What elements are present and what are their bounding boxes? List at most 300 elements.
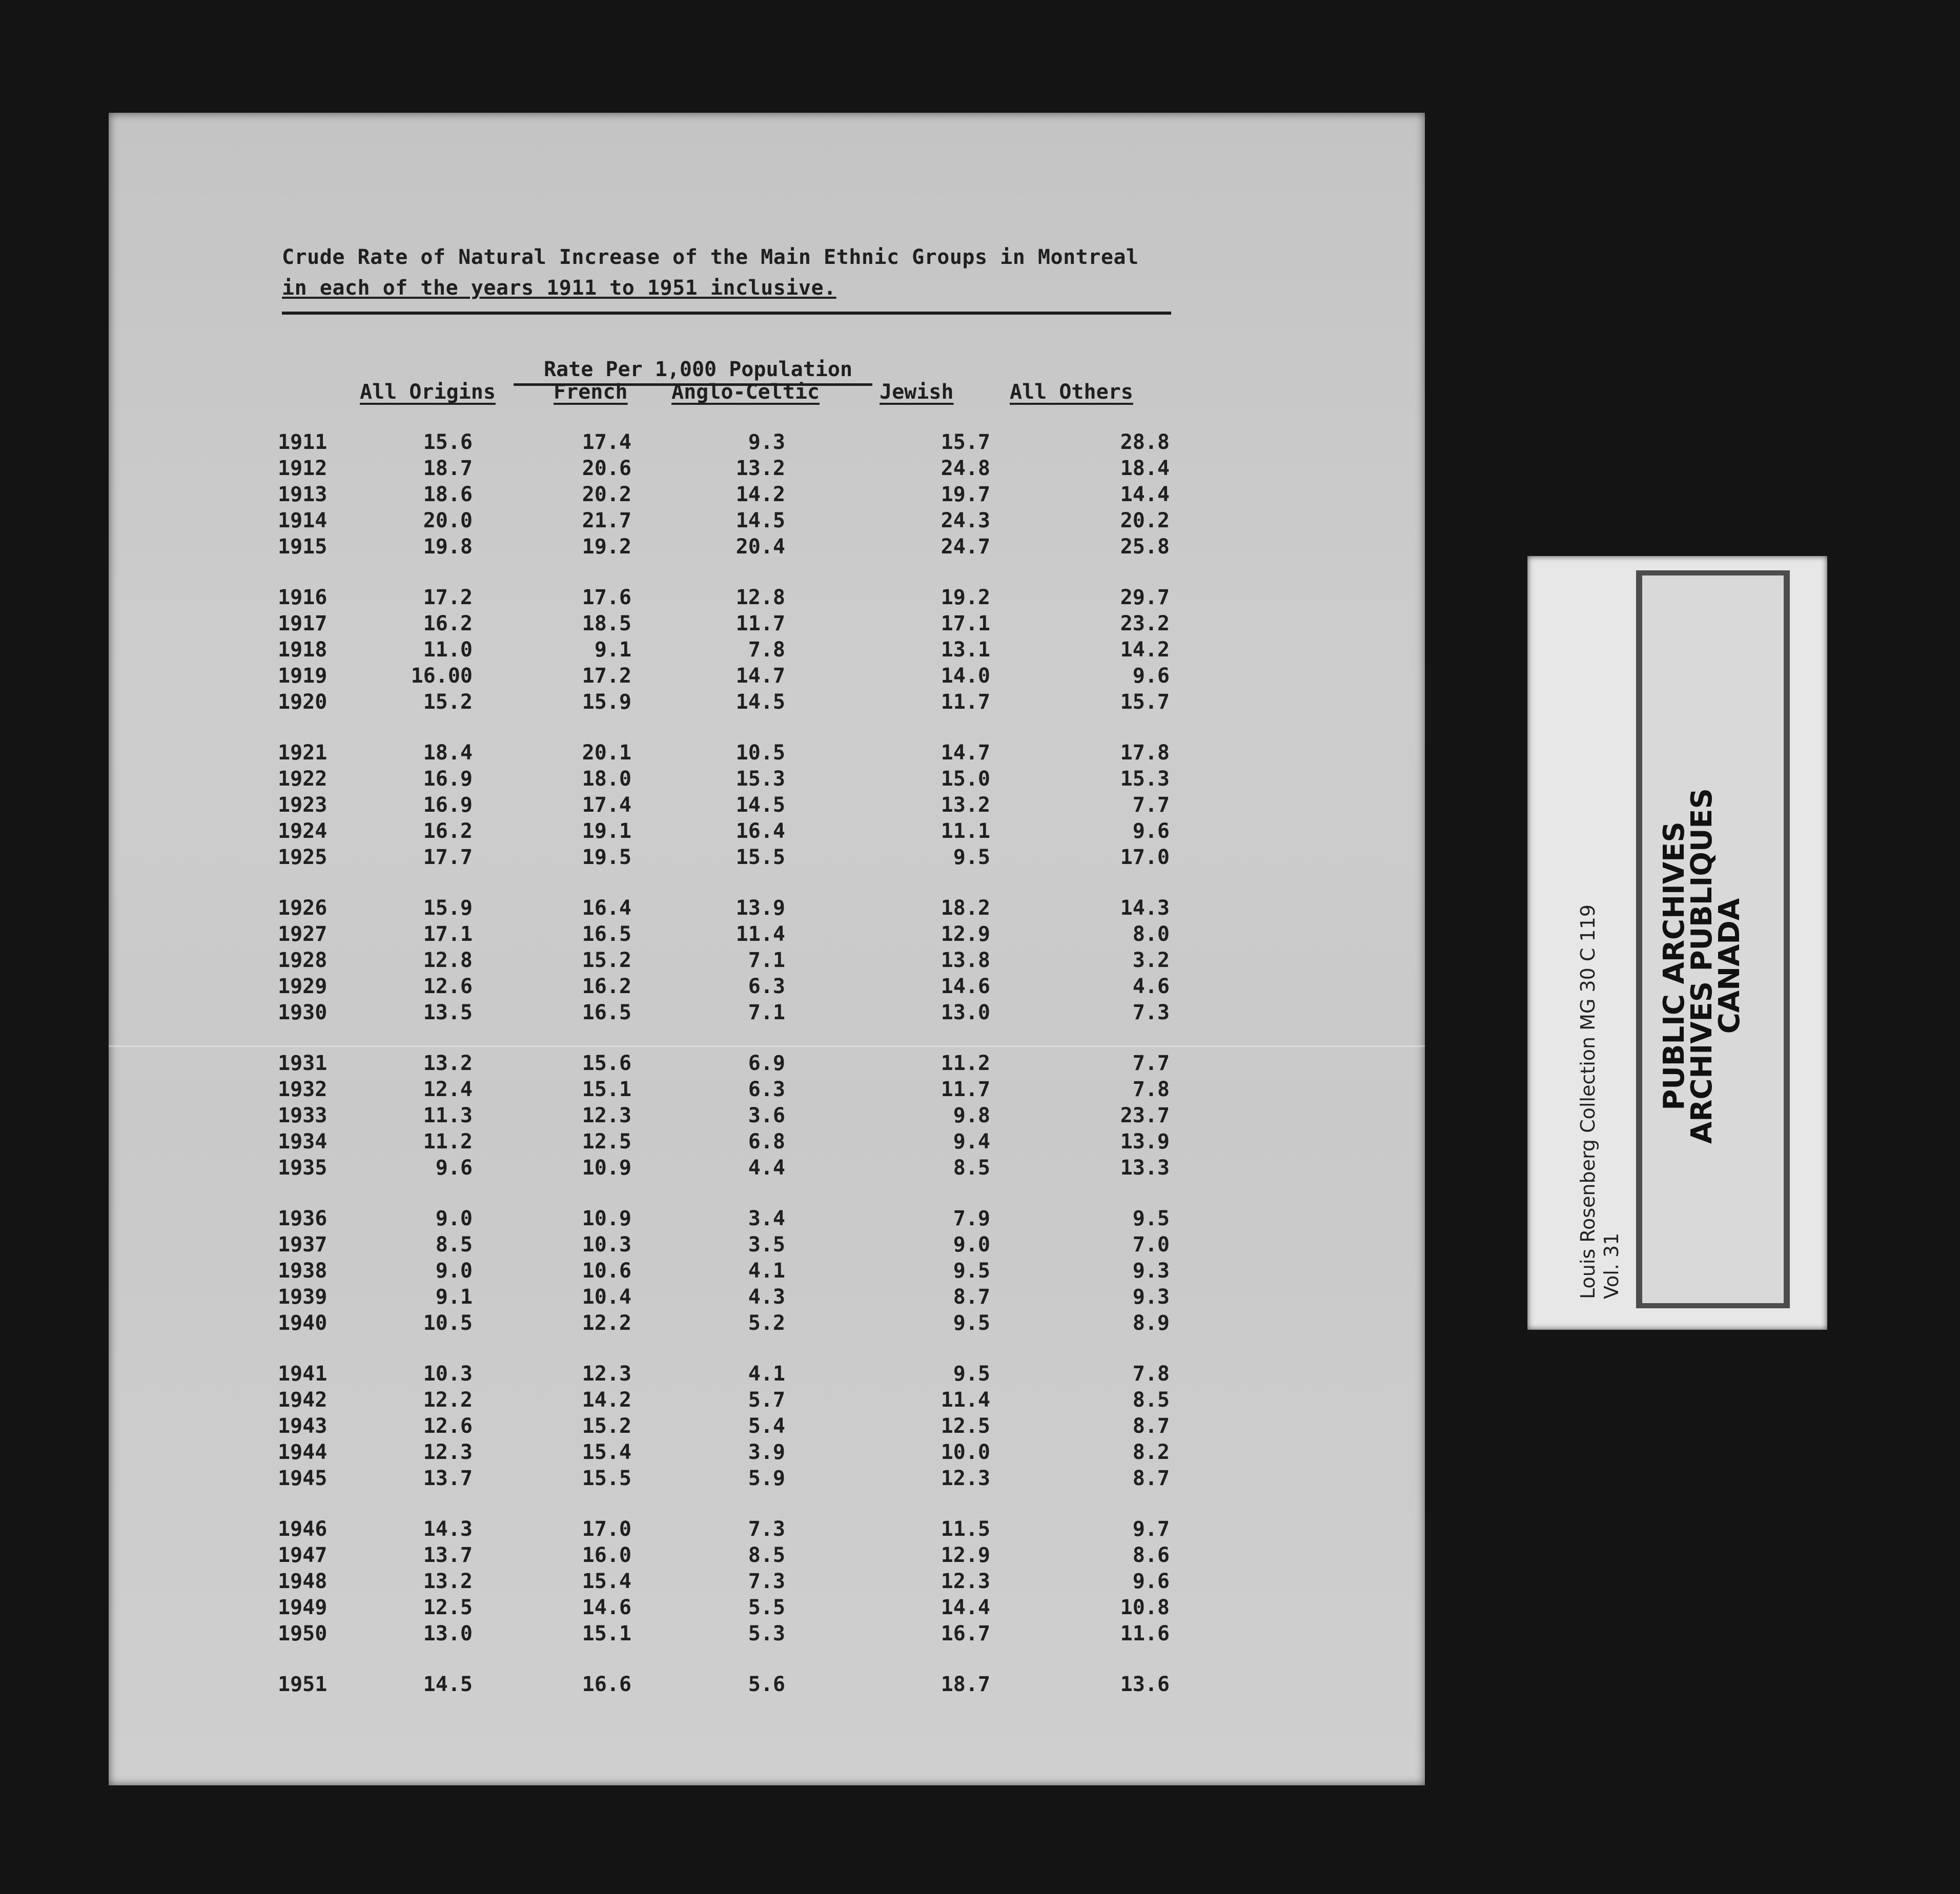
all-others-cell: 7.7 [1132,1052,1170,1075]
jewish-cell: 18.2 [941,896,990,920]
year-cell: 1917 [278,612,328,635]
jewish-cell: 14.7 [941,741,990,765]
french-cell: 15.2 [582,949,631,972]
year-cell: 1926 [278,896,328,920]
anglo-celtic-cell: 7.3 [748,1570,785,1593]
year-cell: 1928 [278,949,328,972]
french-cell: 20.1 [582,741,631,765]
group-header: Rate Per 1,000 Population [543,358,853,381]
anglo-celtic-cell: 7.8 [748,638,785,662]
year-cell: 1929 [278,975,328,998]
all-others-cell: 28.8 [1120,430,1170,454]
all-others-cell: 7.8 [1132,1362,1170,1386]
jewish-cell: 19.2 [941,586,990,609]
anglo-celtic-cell: 7.1 [748,949,785,972]
french-cell: 17.2 [582,664,631,688]
year-cell: 1942 [278,1388,328,1412]
collection-label-line-2: Vol. 31 [1600,1232,1623,1299]
french-cell: 16.0 [582,1543,631,1567]
all-origins-cell: 9.0 [435,1207,473,1230]
all-origins-cell: 13.5 [423,1001,473,1024]
french-cell: 15.5 [582,1467,631,1490]
jewish-cell: 16.7 [941,1622,990,1645]
jewish-cell: 18.7 [941,1673,990,1696]
year-cell: 1948 [278,1570,328,1593]
all-others-cell: 3.2 [1132,949,1170,972]
archives-line-1: PUBLIC ARCHIVES [1658,821,1691,1110]
jewish-cell: 14.4 [941,1596,990,1619]
jewish-cell: 13.2 [941,793,990,817]
jewish-cell: 24.3 [941,509,990,532]
all-origins-cell: 10.3 [423,1362,473,1386]
all-origins-cell: 15.2 [423,690,473,714]
french-cell: 19.2 [582,535,631,559]
all-others-cell: 14.4 [1120,483,1170,506]
all-origins-cell: 16.00 [411,664,473,688]
table-row [109,612,1425,637]
jewish-cell: 17.1 [941,612,990,635]
year-cell: 1940 [278,1311,328,1335]
table-row [109,896,1425,922]
jewish-cell: 11.1 [941,819,990,843]
anglo-celtic-cell: 11.4 [736,922,785,946]
all-origins-cell: 11.2 [423,1130,473,1154]
all-origins-cell: 19.8 [423,535,473,559]
anglo-celtic-cell: 4.1 [748,1362,785,1386]
french-cell: 17.6 [582,586,631,609]
all-origins-cell: 12.2 [423,1388,473,1412]
anglo-celtic-cell: 3.5 [748,1233,785,1257]
year-cell: 1913 [278,483,328,506]
anglo-celtic-cell: 3.6 [748,1104,785,1127]
french-cell: 16.5 [582,922,631,946]
jewish-cell: 15.7 [941,430,990,454]
jewish-cell: 12.9 [941,922,990,946]
french-cell: 12.5 [582,1130,631,1154]
french-cell: 20.6 [582,457,631,480]
all-others-cell: 9.3 [1132,1285,1170,1309]
anglo-celtic-cell: 7.1 [748,1001,785,1024]
all-origins-cell: 16.2 [423,612,473,635]
anglo-celtic-cell: 4.1 [748,1259,785,1283]
anglo-celtic-cell: 5.5 [748,1596,785,1619]
table-row [109,1285,1425,1311]
all-origins-cell: 14.5 [423,1673,473,1696]
anglo-celtic-cell: 14.5 [736,509,785,532]
col-header-anglo-celtic: Anglo-Celtic [671,380,820,404]
french-cell: 10.9 [582,1156,631,1180]
table-row [109,664,1425,690]
all-origins-cell: 10.5 [423,1311,473,1335]
anglo-celtic-cell: 10.5 [736,741,785,765]
french-cell: 18.0 [582,767,631,791]
french-cell: 16.2 [582,975,631,998]
jewish-cell: 9.0 [953,1233,990,1257]
all-others-cell: 13.3 [1120,1156,1170,1180]
jewish-cell: 9.5 [953,1362,990,1386]
jewish-cell: 9.5 [953,846,990,869]
table-row [109,509,1425,534]
all-others-cell: 8.2 [1132,1440,1170,1464]
jewish-cell: 12.9 [941,1543,990,1567]
table-row [109,819,1425,845]
year-cell: 1943 [278,1414,328,1438]
jewish-cell: 24.8 [941,457,990,480]
year-cell: 1938 [278,1259,328,1283]
year-cell: 1945 [278,1467,328,1490]
all-others-cell: 7.0 [1132,1233,1170,1257]
anglo-celtic-cell: 5.3 [748,1622,785,1645]
all-origins-cell: 13.7 [423,1543,473,1567]
anglo-celtic-cell: 20.4 [736,535,785,559]
french-cell: 17.0 [582,1517,631,1541]
all-origins-cell: 16.9 [423,793,473,817]
collection-label-line-1: Louis Rosenberg Collection MG 30 C 119 [1577,904,1599,1299]
year-cell: 1935 [278,1156,328,1180]
jewish-cell: 11.4 [941,1388,990,1412]
french-cell: 15.1 [582,1078,631,1101]
all-others-cell: 20.2 [1120,509,1170,532]
jewish-cell: 13.1 [941,638,990,662]
all-others-cell: 8.6 [1132,1543,1170,1567]
anglo-celtic-cell: 15.3 [736,767,785,791]
collection-label [1576,787,1623,1299]
table-row [109,1622,1425,1648]
col-header-jewish: Jewish [880,380,954,404]
jewish-cell: 14.6 [941,975,990,998]
table-row [109,1517,1425,1543]
all-origins-cell: 13.0 [423,1622,473,1645]
year-cell: 1944 [278,1440,328,1464]
french-cell: 10.9 [582,1207,631,1230]
french-cell: 12.2 [582,1311,631,1335]
year-cell: 1936 [278,1207,328,1230]
table-row [109,1104,1425,1129]
jewish-cell: 12.3 [941,1467,990,1490]
year-cell: 1930 [278,1001,328,1024]
table-row [109,638,1425,664]
all-others-cell: 10.8 [1120,1596,1170,1619]
all-origins-cell: 17.1 [423,922,473,946]
table-row [109,457,1425,482]
french-cell: 19.5 [582,846,631,869]
french-cell: 19.1 [582,819,631,843]
year-cell: 1932 [278,1078,328,1101]
all-others-cell: 15.7 [1120,690,1170,714]
table-row [109,1467,1425,1492]
all-others-cell: 11.6 [1120,1622,1170,1645]
table-row [109,1596,1425,1621]
all-origins-cell: 16.2 [423,819,473,843]
table-row [109,767,1425,793]
archives-line-3: CANADA [1713,898,1746,1034]
table-row [109,430,1425,456]
jewish-cell: 19.7 [941,483,990,506]
table-row [109,1414,1425,1440]
table-row [109,741,1425,767]
year-cell: 1934 [278,1130,328,1154]
all-others-cell: 23.2 [1120,612,1170,635]
table-row [109,1001,1425,1026]
all-origins-cell: 18.6 [423,483,473,506]
french-cell: 16.6 [582,1673,631,1696]
all-others-cell: 14.2 [1120,638,1170,662]
year-cell: 1921 [278,741,328,765]
table-row [109,1362,1425,1388]
all-others-cell: 14.3 [1120,896,1170,920]
all-others-cell: 4.6 [1132,975,1170,998]
table-row [109,922,1425,948]
table-row [109,483,1425,508]
all-origins-cell: 12.5 [423,1596,473,1619]
year-cell: 1915 [278,535,328,559]
french-cell: 18.5 [582,612,631,635]
all-origins-cell: 18.4 [423,741,473,765]
table-row [109,1052,1425,1077]
table-row [109,1673,1425,1698]
french-cell: 10.3 [582,1233,631,1257]
all-origins-cell: 18.7 [423,457,473,480]
col-header-all-origins: All Origins [360,380,496,404]
jewish-cell: 11.2 [941,1052,990,1075]
anglo-celtic-cell: 3.9 [748,1440,785,1464]
jewish-cell: 11.7 [941,1078,990,1101]
french-cell: 9.1 [594,638,631,662]
anglo-celtic-cell: 5.9 [748,1467,785,1490]
all-origins-cell: 13.2 [423,1052,473,1075]
year-cell: 1937 [278,1233,328,1257]
french-cell: 12.3 [582,1362,631,1386]
all-others-cell: 7.8 [1132,1078,1170,1101]
year-cell: 1922 [278,767,328,791]
title-line-2: in each of the years 1911 to 1951 inclusive. [282,276,836,300]
year-cell: 1951 [278,1673,328,1696]
all-others-cell: 17.8 [1120,741,1170,765]
anglo-celtic-cell: 5.7 [748,1388,785,1412]
table-row [109,949,1425,974]
french-cell: 15.6 [582,1052,631,1075]
jewish-cell: 7.9 [953,1207,990,1230]
anglo-celtic-cell: 14.5 [736,793,785,817]
french-cell: 15.4 [582,1440,631,1464]
all-others-cell: 29.7 [1120,586,1170,609]
anglo-celtic-cell: 8.5 [748,1543,785,1567]
jewish-cell: 9.4 [953,1130,990,1154]
rates-table [109,113,1425,1785]
table-row [109,1259,1425,1285]
anglo-celtic-cell: 6.3 [748,975,785,998]
typed-document-page [109,113,1425,1785]
table-row [109,586,1425,611]
all-origins-cell: 17.2 [423,586,473,609]
all-origins-cell: 12.6 [423,975,473,998]
all-others-cell: 8.7 [1132,1467,1170,1490]
french-cell: 12.3 [582,1104,631,1127]
year-cell: 1918 [278,638,328,662]
all-origins-cell: 13.7 [423,1467,473,1490]
anglo-celtic-cell: 14.7 [736,664,785,688]
jewish-cell: 13.8 [941,949,990,972]
year-cell: 1947 [278,1543,328,1567]
anglo-celtic-cell: 6.9 [748,1052,785,1075]
table-row [109,1388,1425,1414]
french-cell: 14.2 [582,1388,631,1412]
year-cell: 1914 [278,509,328,532]
year-cell: 1939 [278,1285,328,1309]
anglo-celtic-cell: 11.7 [736,612,785,635]
anglo-celtic-cell: 13.2 [736,457,785,480]
french-cell: 15.2 [582,1414,631,1438]
all-others-cell: 17.0 [1120,846,1170,869]
anglo-celtic-cell: 9.3 [748,430,785,454]
year-cell: 1950 [278,1622,328,1645]
year-cell: 1925 [278,846,328,869]
french-cell: 14.6 [582,1596,631,1619]
table-row [109,1233,1425,1259]
french-cell: 10.6 [582,1259,631,1283]
table-row [109,975,1425,1000]
all-others-cell: 13.9 [1120,1130,1170,1154]
french-cell: 15.4 [582,1570,631,1593]
table-row [109,535,1425,561]
french-cell: 15.1 [582,1622,631,1645]
anglo-celtic-cell: 4.4 [748,1156,785,1180]
all-others-cell: 25.8 [1120,535,1170,559]
anglo-celtic-cell: 5.6 [748,1673,785,1696]
all-origins-cell: 12.6 [423,1414,473,1438]
jewish-cell: 9.5 [953,1259,990,1283]
all-others-cell: 8.7 [1132,1414,1170,1438]
table-row [109,1440,1425,1466]
all-origins-cell: 13.2 [423,1570,473,1593]
year-cell: 1931 [278,1052,328,1075]
table-row [109,1570,1425,1595]
all-others-cell: 13.6 [1120,1673,1170,1696]
all-others-cell: 15.3 [1120,767,1170,791]
year-cell: 1933 [278,1104,328,1127]
french-cell: 17.4 [582,430,631,454]
table-row [109,793,1425,819]
all-origins-cell: 20.0 [423,509,473,532]
all-others-cell: 9.6 [1132,819,1170,843]
all-origins-cell: 11.0 [423,638,473,662]
anglo-celtic-cell: 3.4 [748,1207,785,1230]
table-row [109,846,1425,871]
year-cell: 1941 [278,1362,328,1386]
archives-text [1658,684,1746,1248]
jewish-cell: 12.3 [941,1570,990,1593]
jewish-cell: 8.7 [953,1285,990,1309]
anglo-celtic-cell: 16.4 [736,819,785,843]
year-cell: 1919 [278,664,328,688]
all-others-cell: 9.6 [1132,1570,1170,1593]
table-row [109,1078,1425,1103]
anglo-celtic-cell: 13.9 [736,896,785,920]
jewish-cell: 11.5 [941,1517,990,1541]
jewish-cell: 15.0 [941,767,990,791]
jewish-cell: 24.7 [941,535,990,559]
year-cell: 1923 [278,793,328,817]
jewish-cell: 8.5 [953,1156,990,1180]
all-origins-cell: 11.3 [423,1104,473,1127]
anglo-celtic-cell: 5.4 [748,1414,785,1438]
year-cell: 1911 [278,430,328,454]
table-row [109,1543,1425,1569]
all-others-cell: 8.5 [1132,1388,1170,1412]
french-cell: 20.2 [582,483,631,506]
french-cell: 15.9 [582,690,631,714]
jewish-cell: 12.5 [941,1414,990,1438]
all-origins-cell: 12.4 [423,1078,473,1101]
all-origins-cell: 17.7 [423,846,473,869]
table-row [109,1156,1425,1182]
anglo-celtic-cell: 12.8 [736,586,785,609]
french-cell: 21.7 [582,509,631,532]
all-origins-cell: 15.9 [423,896,473,920]
all-others-cell: 8.0 [1132,922,1170,946]
french-cell: 16.5 [582,1001,631,1024]
all-origins-cell: 14.3 [423,1517,473,1541]
all-others-cell: 9.6 [1132,664,1170,688]
all-origins-cell: 9.6 [435,1156,473,1180]
anglo-celtic-cell: 6.8 [748,1130,785,1154]
all-origins-cell: 9.0 [435,1259,473,1283]
year-cell: 1920 [278,690,328,714]
col-header-french: French [554,380,628,404]
jewish-cell: 9.8 [953,1104,990,1127]
year-cell: 1949 [278,1596,328,1619]
french-cell: 16.4 [582,896,631,920]
year-cell: 1927 [278,922,328,946]
table-row [109,1311,1425,1337]
all-others-cell: 7.7 [1132,793,1170,817]
all-origins-cell: 12.3 [423,1440,473,1464]
col-header-all-others: All Others [1010,380,1133,404]
anglo-celtic-cell: 15.5 [736,846,785,869]
anglo-celtic-cell: 5.2 [748,1311,785,1335]
anglo-celtic-cell: 14.5 [736,690,785,714]
anglo-celtic-cell: 6.3 [748,1078,785,1101]
title-line-1: Crude Rate of Natural Increase of the Main Ethnic Groups in Montreal [282,245,1139,269]
year-cell: 1912 [278,457,328,480]
anglo-celtic-cell: 4.3 [748,1285,785,1309]
all-origins-cell: 15.6 [423,430,473,454]
table-row [109,690,1425,716]
all-others-cell: 8.9 [1132,1311,1170,1335]
jewish-cell: 13.0 [941,1001,990,1024]
all-origins-cell: 9.1 [435,1285,473,1309]
all-origins-cell: 12.8 [423,949,473,972]
anglo-celtic-cell: 7.3 [748,1517,785,1541]
french-cell: 10.4 [582,1285,631,1309]
table-row [109,1130,1425,1156]
table-row [109,1207,1425,1232]
year-cell: 1946 [278,1517,328,1541]
all-others-cell: 7.3 [1132,1001,1170,1024]
all-others-cell: 9.5 [1132,1207,1170,1230]
all-others-cell: 9.3 [1132,1259,1170,1283]
year-cell: 1924 [278,819,328,843]
year-cell: 1916 [278,586,328,609]
all-others-cell: 18.4 [1120,457,1170,480]
anglo-celtic-cell: 14.2 [736,483,785,506]
all-others-cell: 9.7 [1132,1517,1170,1541]
all-origins-cell: 8.5 [435,1233,473,1257]
french-cell: 17.4 [582,793,631,817]
jewish-cell: 10.0 [941,1440,990,1464]
all-origins-cell: 16.9 [423,767,473,791]
archive-stamp-card [1527,556,1827,1330]
